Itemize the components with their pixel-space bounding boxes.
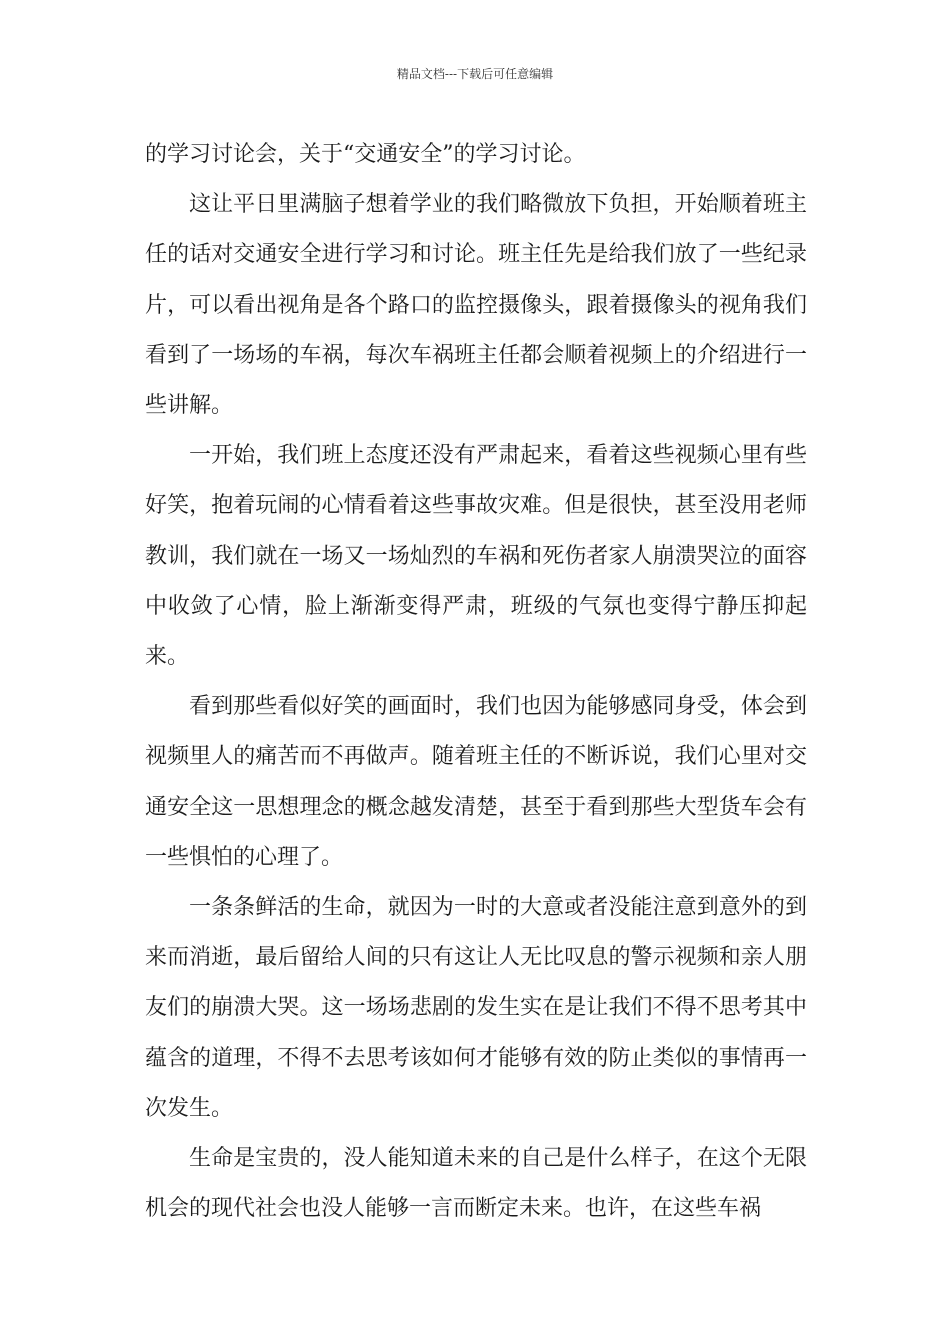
document-body bbox=[145, 130, 807, 1234]
paragraph: 这让平日里满脑子想着学业的我们略微放下负担，开始顺着班主任的话对交通安全进行学习和讨论。班主任先是给我们放了一些纪录片，可以看出视角是各个路口的监控摄像头，跟着摄像头的视角我们看到了一场场的车祸，每次车祸班主任都会顺着视频上的介绍进行一些讲解。 bbox=[145, 192, 807, 419]
page-header: 精品文档---下载后可任意编辑 bbox=[396, 67, 554, 81]
paragraph: 生命是宝贵的，没人能知道未来的自己是什么样子，在这个无限机会的现代社会也没人能够一言而断定未来。也许，在这些车祸 bbox=[145, 1146, 807, 1222]
paragraph: 一条条鲜活的生命，就因为一时的大意或者没能注意到意外的到来而消逝，最后留给人间的只有这让人无比叹息的警示视频和亲人朋友们的崩溃大哭。这一场场悲剧的发生实在是让我们不得不思考其中蕴含的道理，不得不去思考该如何才能够有效的防止类似的事情再一次发生。 bbox=[145, 895, 807, 1121]
paragraph: 看到那些看似好笑的画面时，我们也因为能够感同身受，体会到视频里人的痛苦而不再做声。随着班主任的不断诉说，我们心里对交通安全这一思想理念的概念越发清楚，甚至于看到那些大型货车会有一些惧怕的心理了。 bbox=[145, 694, 807, 870]
paragraph: 一开始，我们班上态度还没有严肃起来，看着这些视频心里有些好笑，抱着玩闹的心情看着这些事故灾难。但是很快，甚至没用老师教训，我们就在一场又一场灿烈的车祸和死伤者家人崩溃哭泣的面容中收敛了心情，脸上渐渐变得严肃，班级的气氛也变得宁静压抑起来。 bbox=[145, 443, 807, 670]
paragraph: 的学习讨论会，关于“交通安全”的学习讨论。 bbox=[145, 142, 586, 167]
